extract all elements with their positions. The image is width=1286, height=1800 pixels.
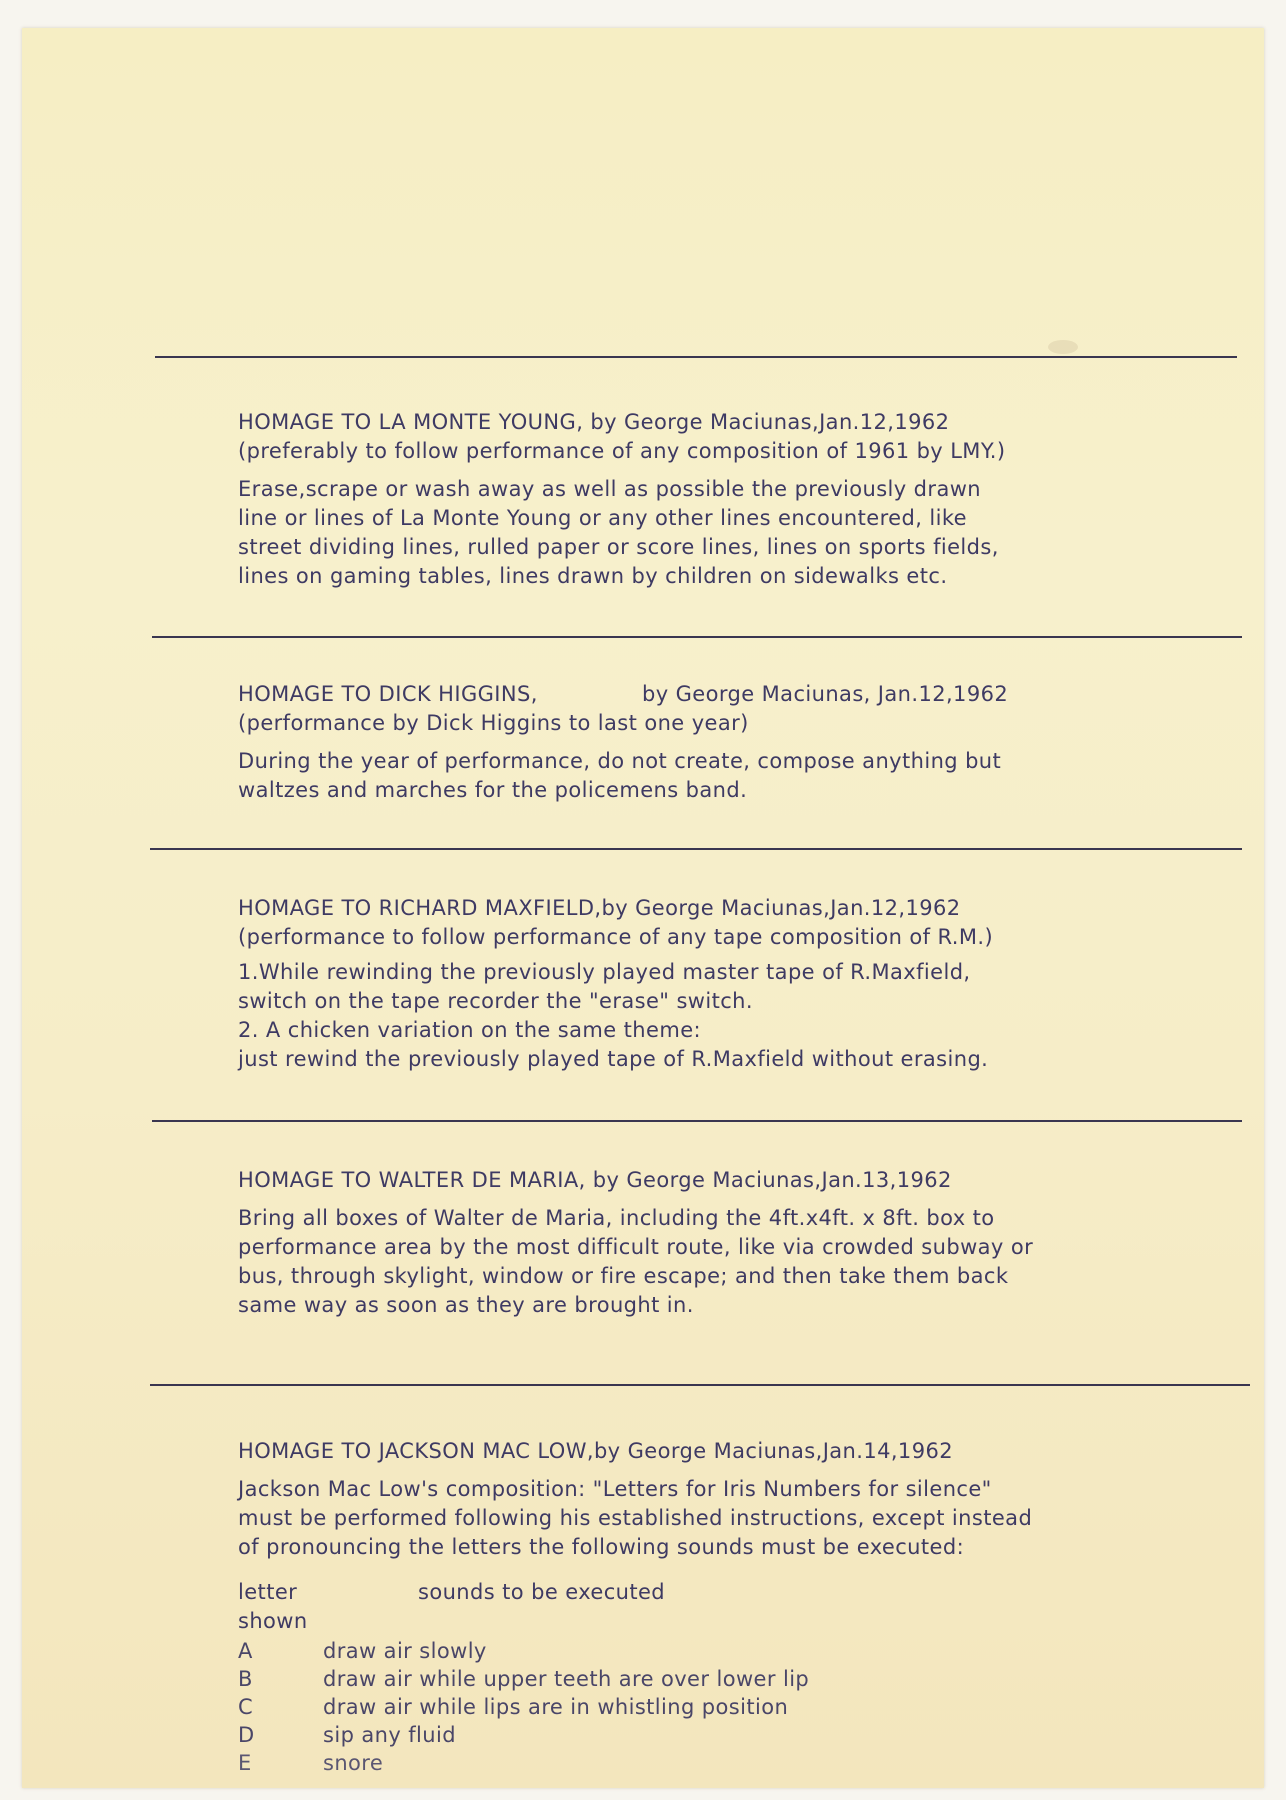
- table-header-letter: [238, 1578, 308, 1636]
- table-header-letter-line2: shown: [238, 1609, 308, 1633]
- body-line: switch on the tape recorder the "erase" switch.: [238, 989, 753, 1013]
- row-sound: draw air while lips are in whistling position: [323, 1695, 789, 1719]
- table-row: [238, 1694, 788, 1721]
- paper-smudge: [1048, 340, 1078, 354]
- section-title: HOMAGE TO RICHARD MAXFIELD,by George Maciunas,Jan.12,1962: [238, 896, 961, 920]
- row-sound: draw air while upper teeth are over lower lip: [323, 1667, 810, 1691]
- section-title: HOMAGE TO LA MONTE YOUNG, by George Maciunas,Jan.12,1962: [238, 410, 950, 434]
- body-line: waltzes and marches for the policemens band.: [238, 778, 748, 802]
- row-letter: D: [238, 1723, 255, 1747]
- body-line: During the year of performance, do not create, compose anything but: [238, 749, 1002, 773]
- section-title: HOMAGE TO WALTER DE MARIA, by George Maciunas,Jan.13,1962: [238, 1168, 952, 1192]
- section-title: HOMAGE TO JACKSON MAC LOW,by George Maciunas,Jan.14,1962: [238, 1439, 953, 1463]
- body-line: just rewind the previously played tape of R.Maxfield without erasing.: [238, 1047, 989, 1071]
- table-row: [238, 1722, 456, 1749]
- section-body: [238, 958, 1138, 1074]
- section-body: [238, 747, 1138, 805]
- section-jackson-mac-low: [238, 1437, 1138, 1562]
- section-body: [238, 1475, 1138, 1562]
- row-letter: C: [238, 1695, 254, 1719]
- section-title-left: HOMAGE TO DICK HIGGINS,: [238, 682, 538, 706]
- body-line: of pronouncing the letters the following sounds must be executed:: [238, 1535, 965, 1559]
- body-line: lines on gaming tables, lines drawn by children on sidewalks etc.: [238, 564, 948, 588]
- section-subtitle: (performance by Dick Higgins to last one year): [238, 711, 749, 735]
- table-row: [238, 1750, 383, 1777]
- table-row: [238, 1666, 809, 1693]
- table-header-letter-line1: letter: [238, 1580, 298, 1604]
- table-row: [238, 1638, 487, 1665]
- section-subtitle: (preferably to follow performance of any composition of 1961 by LMY.): [238, 439, 1006, 463]
- row-letter: B: [238, 1667, 253, 1691]
- row-sound: snore: [323, 1751, 384, 1775]
- row-sound: draw air slowly: [323, 1639, 487, 1663]
- section-body: [238, 1204, 1138, 1320]
- section-body: [238, 475, 1138, 591]
- section-subtitle: (performance to follow performance of any tape composition of R.M.): [238, 925, 994, 949]
- body-line: same way as soon as they are brought in.: [238, 1293, 694, 1317]
- body-line: bus, through skylight, window or fire escape; and then take them back: [238, 1264, 1009, 1288]
- body-line: Erase,scrape or wash away as well as possible the previously drawn: [238, 477, 982, 501]
- section-walter-de-maria: [238, 1166, 1138, 1320]
- divider-line: [150, 1384, 1250, 1386]
- body-line: Jackson Mac Low's composition: "Letters for Iris Numbers for silence": [238, 1477, 992, 1501]
- body-line: 2. A chicken variation on the same theme:: [238, 1018, 701, 1042]
- section-dick-higgins: [238, 680, 1138, 805]
- body-line: line or lines of La Monte Young or any other lines encountered, like: [238, 506, 967, 530]
- body-line: must be performed following his established instructions, except instead: [238, 1506, 1033, 1530]
- section-title: [238, 680, 1138, 709]
- table-header-sounds: sounds to be executed: [418, 1580, 666, 1604]
- body-line: 1.While rewinding the previously played master tape of R.Maxfield,: [238, 960, 971, 984]
- divider-line: [155, 356, 1237, 358]
- divider-line: [150, 848, 1242, 850]
- body-line: street dividing lines, rulled paper or score lines, lines on sports fields,: [238, 535, 999, 559]
- body-line: performance area by the most difficult route, like via crowded subway or: [238, 1235, 1034, 1259]
- section-richard-maxfield: [238, 894, 1138, 1074]
- divider-line: [152, 636, 1242, 638]
- section-la-monte-young: [238, 408, 1138, 591]
- row-letter: E: [238, 1751, 252, 1775]
- divider-line: [152, 1120, 1242, 1122]
- section-title-right: by George Maciunas, Jan.12,1962: [642, 682, 1009, 706]
- row-sound: sip any fluid: [323, 1723, 456, 1747]
- row-letter: A: [238, 1639, 253, 1663]
- body-line: Bring all boxes of Walter de Maria, including the 4ft.x4ft. x 8ft. box to: [238, 1206, 995, 1230]
